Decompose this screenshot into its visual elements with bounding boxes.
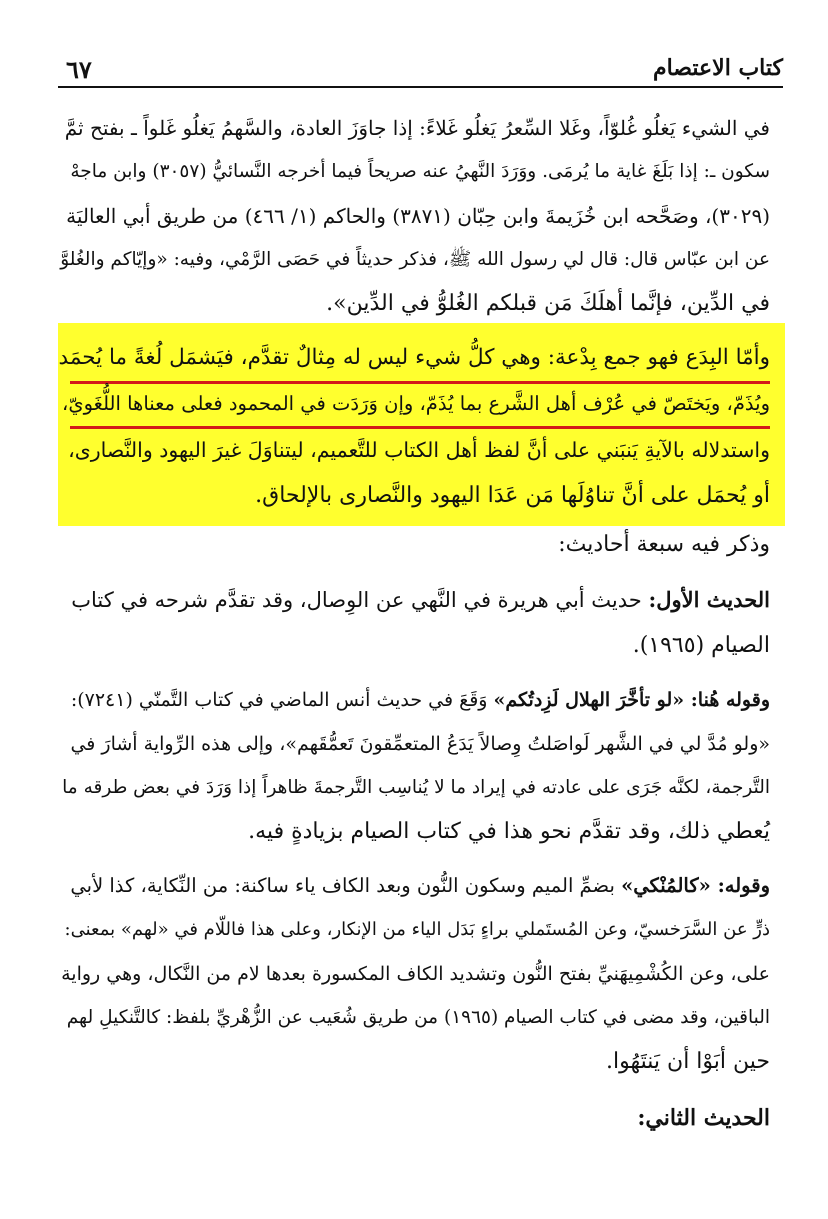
text-line: الصيام (١٩٦٥). [632,633,770,658]
text-line: سكون ـ: إذا بَلَغَ غاية ما يُرمَى. ووَرَدَ النَّهيُ عنه صريحاً فيما أخرجه النَّسائيُّ (٣٠٥٧) وابن ماجهْ [70,161,770,182]
red-underline [70,381,770,384]
book-title: كتاب الاعتصام [652,55,783,81]
text-line: ذرٍّ عن السَّرَخسيّ، وعن المُستَملي براءٍ بَدَل الياء من الإنكار، وعلى هذا فاللّام في «لهم» بمعنى: [64,919,770,940]
text-line: حين أبَوْا أن يَنتَهُوا. [606,1049,770,1074]
red-underline [70,426,770,429]
text-line: وذكر فيه سبعة أحاديث: [558,532,770,557]
page-header [58,55,783,83]
page-number: ٦٧ [66,55,92,84]
text-line: (٣٠٢٩)، وصَحَّحه ابن خُزَيمةَ وابن حِبّان (٣٨٧١) والحاكم (١/ ٤٦٦) من طريق أبي العاليَة [66,204,770,228]
text-line: أو يُحمَل على أنَّ تناوُلَها مَن عَدَا اليهود والنَّصارى بالإلحاق. [255,483,770,508]
text-line: ويُذَمّ، ويَختَصّ في عُرْف أهل الشَّرع بما يُذَمّ، وإن وَرَدَت في المحمود فعلى معناها اللُّغَويّ، [62,392,770,415]
text-line: في الدِّين، فإنَّما أهلَكَ مَن قبلكم الغُلوُّ في الدِّين». [326,291,770,316]
text-line: وأمّا البِدَع فهو جمع بِدْعة: وهي كلُّ شيء ليس له مِثالٌ تقدَّم، فيَشمَل لُغةً ما يُحمَد [58,345,770,370]
text-line: على، وعن الكُشْمِيهَنيِّ بفتح النُّون وتشديد الكاف المكسورة بعدها لام من النَّكال، وهي رواية [61,963,770,985]
text-line: في الشيء يَغلُو غُلوّاً، وغَلا السِّعرُ يَغلُو غَلاءً: إذا جاوَزَ العادة، والسَّهمُ يَغلُو غَلواً ـ بفتح ثمَّ [64,116,770,140]
text-line: التَّرجمة، لكنَّه جَرَى على عادته في إيراد ما لا يُناسِب التَّرجمةَ ظاهراً إذا وَرَدَ في بعض طرقه ما [62,777,770,798]
text-line: الحديث الثاني: [637,1105,770,1131]
text-line: يُعطي ذلك، وقد تقدَّم نحو هذا في كتاب الصيام بزيادةٍ فيه. [248,819,770,844]
text-line: عن ابن عبّاس قال: قال لي رسول الله ﷺ، فذكر حديثاً في حَصَى الرَّمْي، وفيه: «وإيّاكم والغُلوَّ [60,249,770,270]
header-rule [58,86,783,88]
text-line: «ولو مُدَّ لي في الشَّهر لَواصَلتُ وِصالاً يَدَعُ المتعمِّقونَ تَعمُّقَهم»، وإلى هذه الرِّواية أشارَ في [70,733,770,755]
text-line: وقوله: «كالمُنْكي» بضمِّ الميم وسكون النُّون وبعد الكاف ياء ساكنة: من النِّكاية، كذا لأبي [70,874,770,897]
text-line: وقوله هُنا: «لو تأخَّرَ الهلال لَزِدتُكم» وَقَعَ في حديث أنس الماضي في كتاب التَّمنّي (٧٢٤١): [70,689,770,711]
text-line: واستدلاله بالآيةِ يَنبَني على أنَّ لفظ أهل الكتاب للتَّعميم، ليتناوَلَ غيرَ اليهود والنَّصارى، [68,438,770,462]
text-line: الباقين، وقد مضى في كتاب الصيام (١٩٦٥) من طريق شُعَيب عن الزُّهْريِّ بلفظ: كالتَّنكيلِ لهم [66,1007,770,1028]
text-line: الحديث الأول: حديث أبي هريرة في النَّهي عن الوِصال، وقد تقدَّم شرحه في كتاب [71,587,770,612]
